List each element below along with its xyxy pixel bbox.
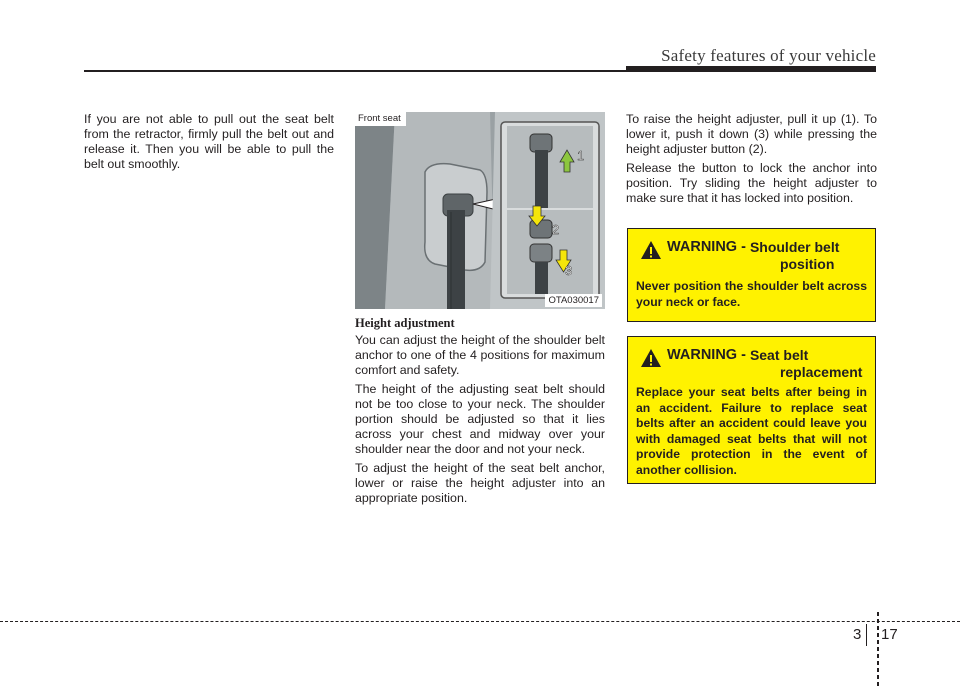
column3-paragraph: To raise the height adjuster, pull it up (1). To lower it, push it down (3) while pressing the height adjuster button (2). [626,112,877,156]
warning-topic [750,347,862,381]
callout-3: 3 [565,263,573,278]
height-adjustment-heading: Height adjustment [355,316,455,330]
warning-body: Replace your seat belts after being in an accident. Failure to replace seat belts after an accident could leave you with damaged seat belts that will not provide protection in the event of another collision. [636,385,867,477]
column2-paragraph: The height of the adjusting seat belt should not be too close to your neck. The shoulder portion should be adjusted so that it lies across your chest and midway over your shoulder near the door and not your neck. [355,382,605,456]
warning-box-seat-belt-replacement [627,336,876,484]
warning-triangle-icon [640,240,662,260]
column3-paragraph: Release the button to lock the anchor into position. Try sliding the height adjuster to make sure that it has locked into position. [626,161,877,205]
column-2 [355,333,605,510]
page-number: 17 [881,626,898,643]
warning-box-shoulder-belt [627,228,876,322]
column-3 [626,112,877,210]
section-title: Safety features of your vehicle [661,46,876,65]
figure-label: Front seat [355,112,406,126]
column2-paragraph: To adjust the height of the seat belt anchor, lower or raise the height adjuster into an appropriate position. [355,461,605,505]
footer-rule [0,621,960,622]
warning-topic-line2: position [779,256,835,272]
column-1 [84,112,334,176]
retractor-paragraph: If you are not able to pull out the seat belt from the retractor, firmly pull the belt out and release it. Then you will be able to pull the belt out smoothly. [84,112,334,171]
warning-word: WARNING - [667,347,746,363]
callout-1: 1 [577,148,585,163]
seat-belt-illustration [355,112,605,309]
warning-topic-line1: Seat belt [749,347,809,363]
warning-topic-line1: Shoulder belt [749,239,840,255]
warning-body: Never position the shoulder belt across your neck or face. [636,279,867,309]
seat-belt-figure [355,112,605,309]
warning-triangle-icon [640,348,662,368]
chapter-number: 3 [853,626,862,643]
column2-paragraph: You can adjust the height of the shoulder belt anchor to one of the 4 positions for maximum comfort and safety. [355,333,605,377]
header-rule-accent [626,66,876,72]
warning-word: WARNING - [667,239,746,255]
figure-code: OTA030017 [545,294,602,307]
warning-topic-line2: replacement [779,364,863,380]
footer-tick [877,612,879,689]
page-number-divider [866,624,867,646]
callout-2: 2 [552,222,560,237]
warning-topic [750,239,839,273]
warning-header [640,239,839,273]
warning-header [640,347,862,381]
